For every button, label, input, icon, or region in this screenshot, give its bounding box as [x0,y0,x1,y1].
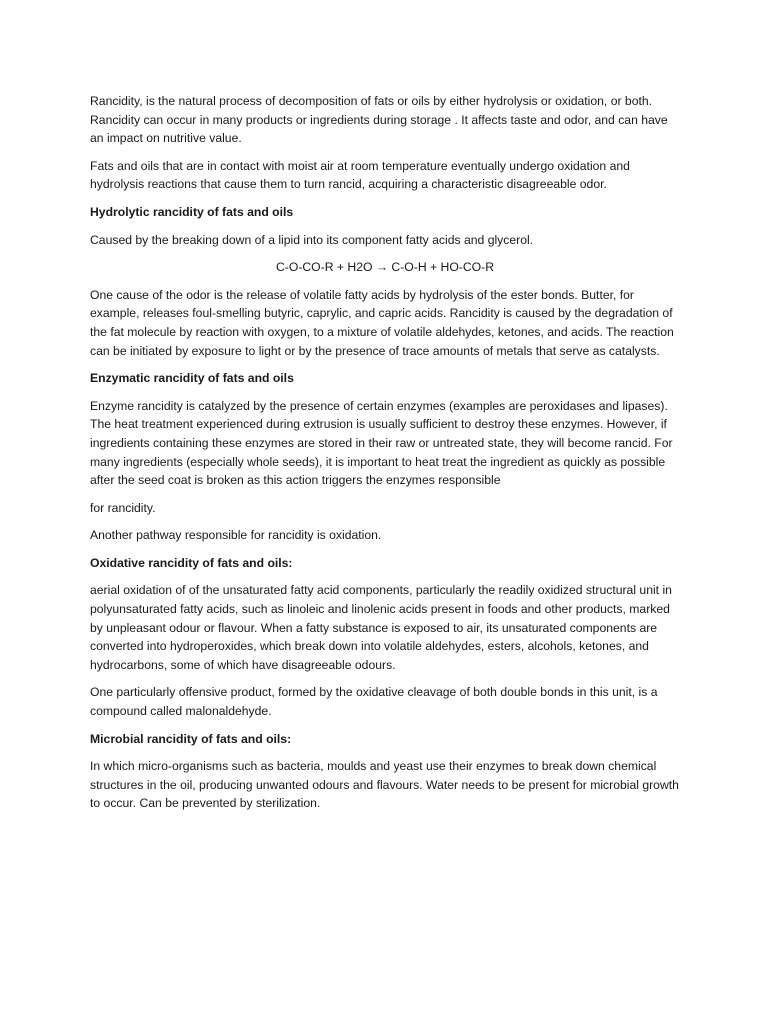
malonaldehyde-paragraph: One particularly offensive product, formed by the oxidative cleavage of both double bonds in this unit, is a compound called malonaldehyde. [90,685,658,719]
oxidative-rancidity-heading: Oxidative rancidity of fats and oils: [90,555,293,570]
hydrolytic-rancidity-heading: Hydrolytic rancidity of fats and oils [90,204,294,219]
moist-air-paragraph: Fats and oils that are in contact with moist air at room temperature eventually undergo oxidation and hydrolysis reactions that cause them to turn rancid, acquiring a characteristic disagreeable odor. [90,158,630,192]
microbial-rancidity-paragraph: In which micro-organisms such as bacteria, moulds and yeast use their enzymes to break down chemical structures in the oil, producing unwanted odours and flavours. Water needs to be present for microbial growth to occur. Can be prevented by sterilization. [90,759,679,811]
hydrolysis-equation: C-O-CO-R + H2O → C-O-H + HO-CO-R [275,260,495,275]
oxidation-pathway-paragraph: Another pathway responsible for rancidity is oxidation. [90,528,382,543]
enzyme-rancidity-continuation: for rancidity. [90,500,156,515]
microbial-rancidity-heading: Microbial rancidity of fats and oils: [90,731,292,746]
document-body [90,92,680,822]
hydrolytic-definition-paragraph: Caused by the breaking down of a lipid into its component fatty acids and glycerol. [90,232,534,247]
aerial-oxidation-paragraph: aerial oxidation of of the unsaturated fatty acid components, particularly the readily oxidized structural unit in polyunsaturated fatty acids, such as linoleic and linolenic acids present in foods and other products, marked by unpleasant odour or flavour. When a fatty substance is exposed to air, its unsaturated components are converted into hydroperoxides, which break down into volatile aldehydes, esters, alcohols, ketones, and hydrocarbons, some of which have disagreeable odours. [90,583,672,672]
enzyme-rancidity-paragraph: Enzyme rancidity is catalyzed by the presence of certain enzymes (examples are peroxidases and lipases). The heat treatment experienced during extrusion is usually sufficient to destroy these enzymes. However, if ingredients containing these enzymes are stored in their raw or untreated state, they will become rancid. For many ingredients (especially whole seeds), it is important to heat treat the ingredient as quickly as possible after the seed coat is broken as this action triggers the enzymes responsible [90,398,673,488]
intro-paragraph: Rancidity, is the natural process of decomposition of fats or oils by either hydrolysis or oxidation, or both. Rancidity can occur in many products or ingredients during storage . It affects taste and odor, and can have an impact on nutritive value. [90,94,668,146]
odor-cause-paragraph: One cause of the odor is the release of volatile fatty acids by hydrolysis of the ester bonds. Butter, for example, releases foul-smelling butyric, caprylic, and capric acids. Rancidity is caused by the degradation of the fat molecule by reaction with oxygen, to a mixture of volatile aldehydes, ketones, and acids. The reaction can be initiated by exposure to light or by the presence of trace amounts of metals that serve as catalysts. [90,287,674,358]
enzymatic-rancidity-heading: Enzymatic rancidity of fats and oils [90,371,294,386]
